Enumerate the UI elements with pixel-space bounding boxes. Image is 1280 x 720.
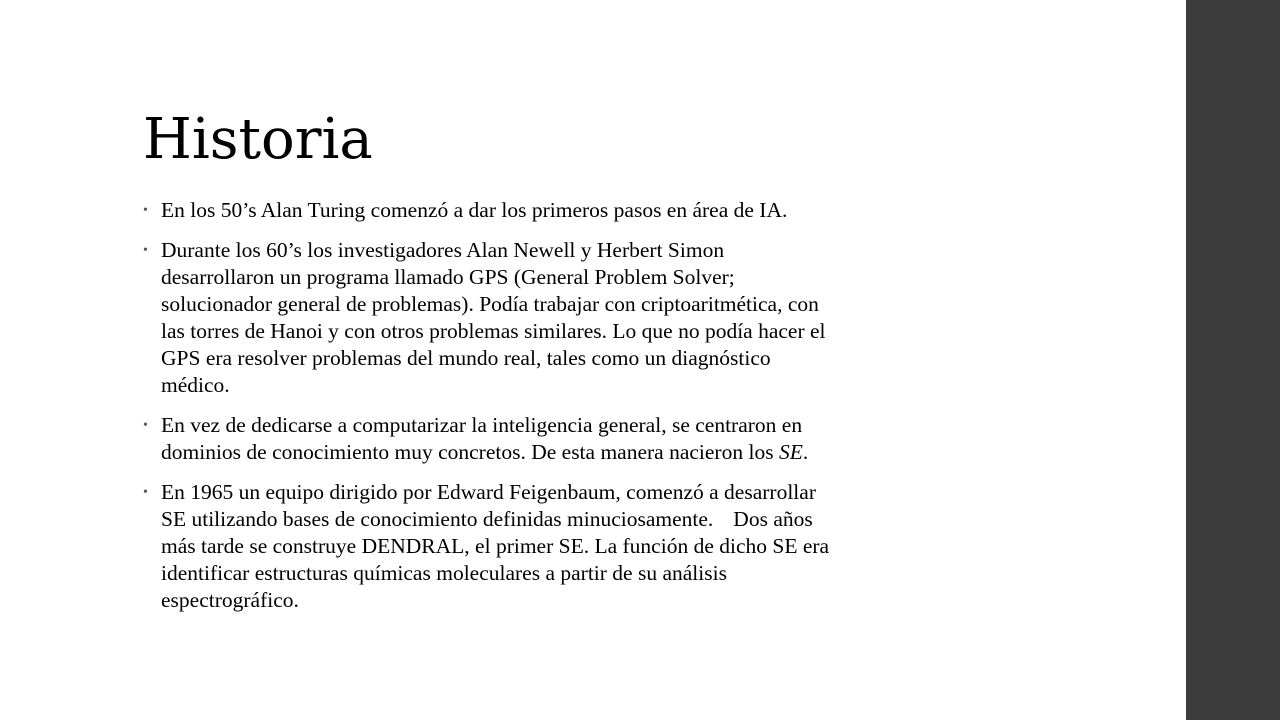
bullet-text: Dos años bbox=[733, 507, 813, 531]
bullet-item bbox=[143, 197, 1033, 224]
bullet-text-line: médico. bbox=[161, 373, 230, 397]
bullet-text-line: espectrográfico. bbox=[161, 588, 299, 612]
bullet-text-line: En los 50’s Alan Turing comenzó a dar los primeros pasos en área de IA. bbox=[161, 198, 788, 222]
bullet-item bbox=[143, 412, 1033, 466]
bullet-dot: • bbox=[143, 243, 148, 258]
bullet-dot: • bbox=[143, 418, 148, 433]
bullet-text-line bbox=[161, 506, 1033, 533]
bullet-item bbox=[143, 479, 1033, 614]
bullet-text: dominios de conocimiento muy concretos. De esta manera nacieron los bbox=[161, 440, 779, 464]
slide-title: Historia bbox=[143, 107, 373, 172]
bullet-text-line: desarrollaron un programa llamado GPS (General Problem Solver; bbox=[161, 265, 735, 289]
side-accent-band bbox=[1186, 0, 1280, 720]
bullet-text-line: Durante los 60’s los investigadores Alan Newell y Herbert Simon bbox=[161, 238, 725, 262]
bullet-list bbox=[143, 197, 1033, 627]
bullet-text-line bbox=[161, 439, 1033, 466]
bullet-text-line: En vez de dedicarse a computarizar la inteligencia general, se centraron en bbox=[161, 413, 803, 437]
bullet-text-line: En 1965 un equipo dirigido por Edward Feigenbaum, comenzó a desarrollar bbox=[161, 480, 816, 504]
bullet-dot: • bbox=[143, 485, 148, 500]
bullet-punct: . bbox=[802, 440, 809, 464]
bullet-text: SE utilizando bases de conocimiento definidas minuciosamente. bbox=[161, 507, 714, 531]
bullet-text-line: GPS era resolver problemas del mundo real, tales como un diagnóstico bbox=[161, 346, 771, 370]
bullet-text-line: solucionador general de problemas). Podía trabajar con criptoaritmética, con bbox=[161, 292, 819, 316]
bullet-text-line: las torres de Hanoi y con otros problemas similares. Lo que no podía hacer el bbox=[161, 319, 826, 343]
bullet-text-line: más tarde se construye DENDRAL, el primer SE. La función de dicho SE era bbox=[161, 534, 830, 558]
bullet-item bbox=[143, 237, 1033, 399]
bullet-dot: • bbox=[143, 203, 148, 218]
bullet-text-line: identificar estructuras químicas moleculares a partir de su análisis bbox=[161, 561, 727, 585]
se-abbreviation: SE bbox=[778, 440, 803, 464]
